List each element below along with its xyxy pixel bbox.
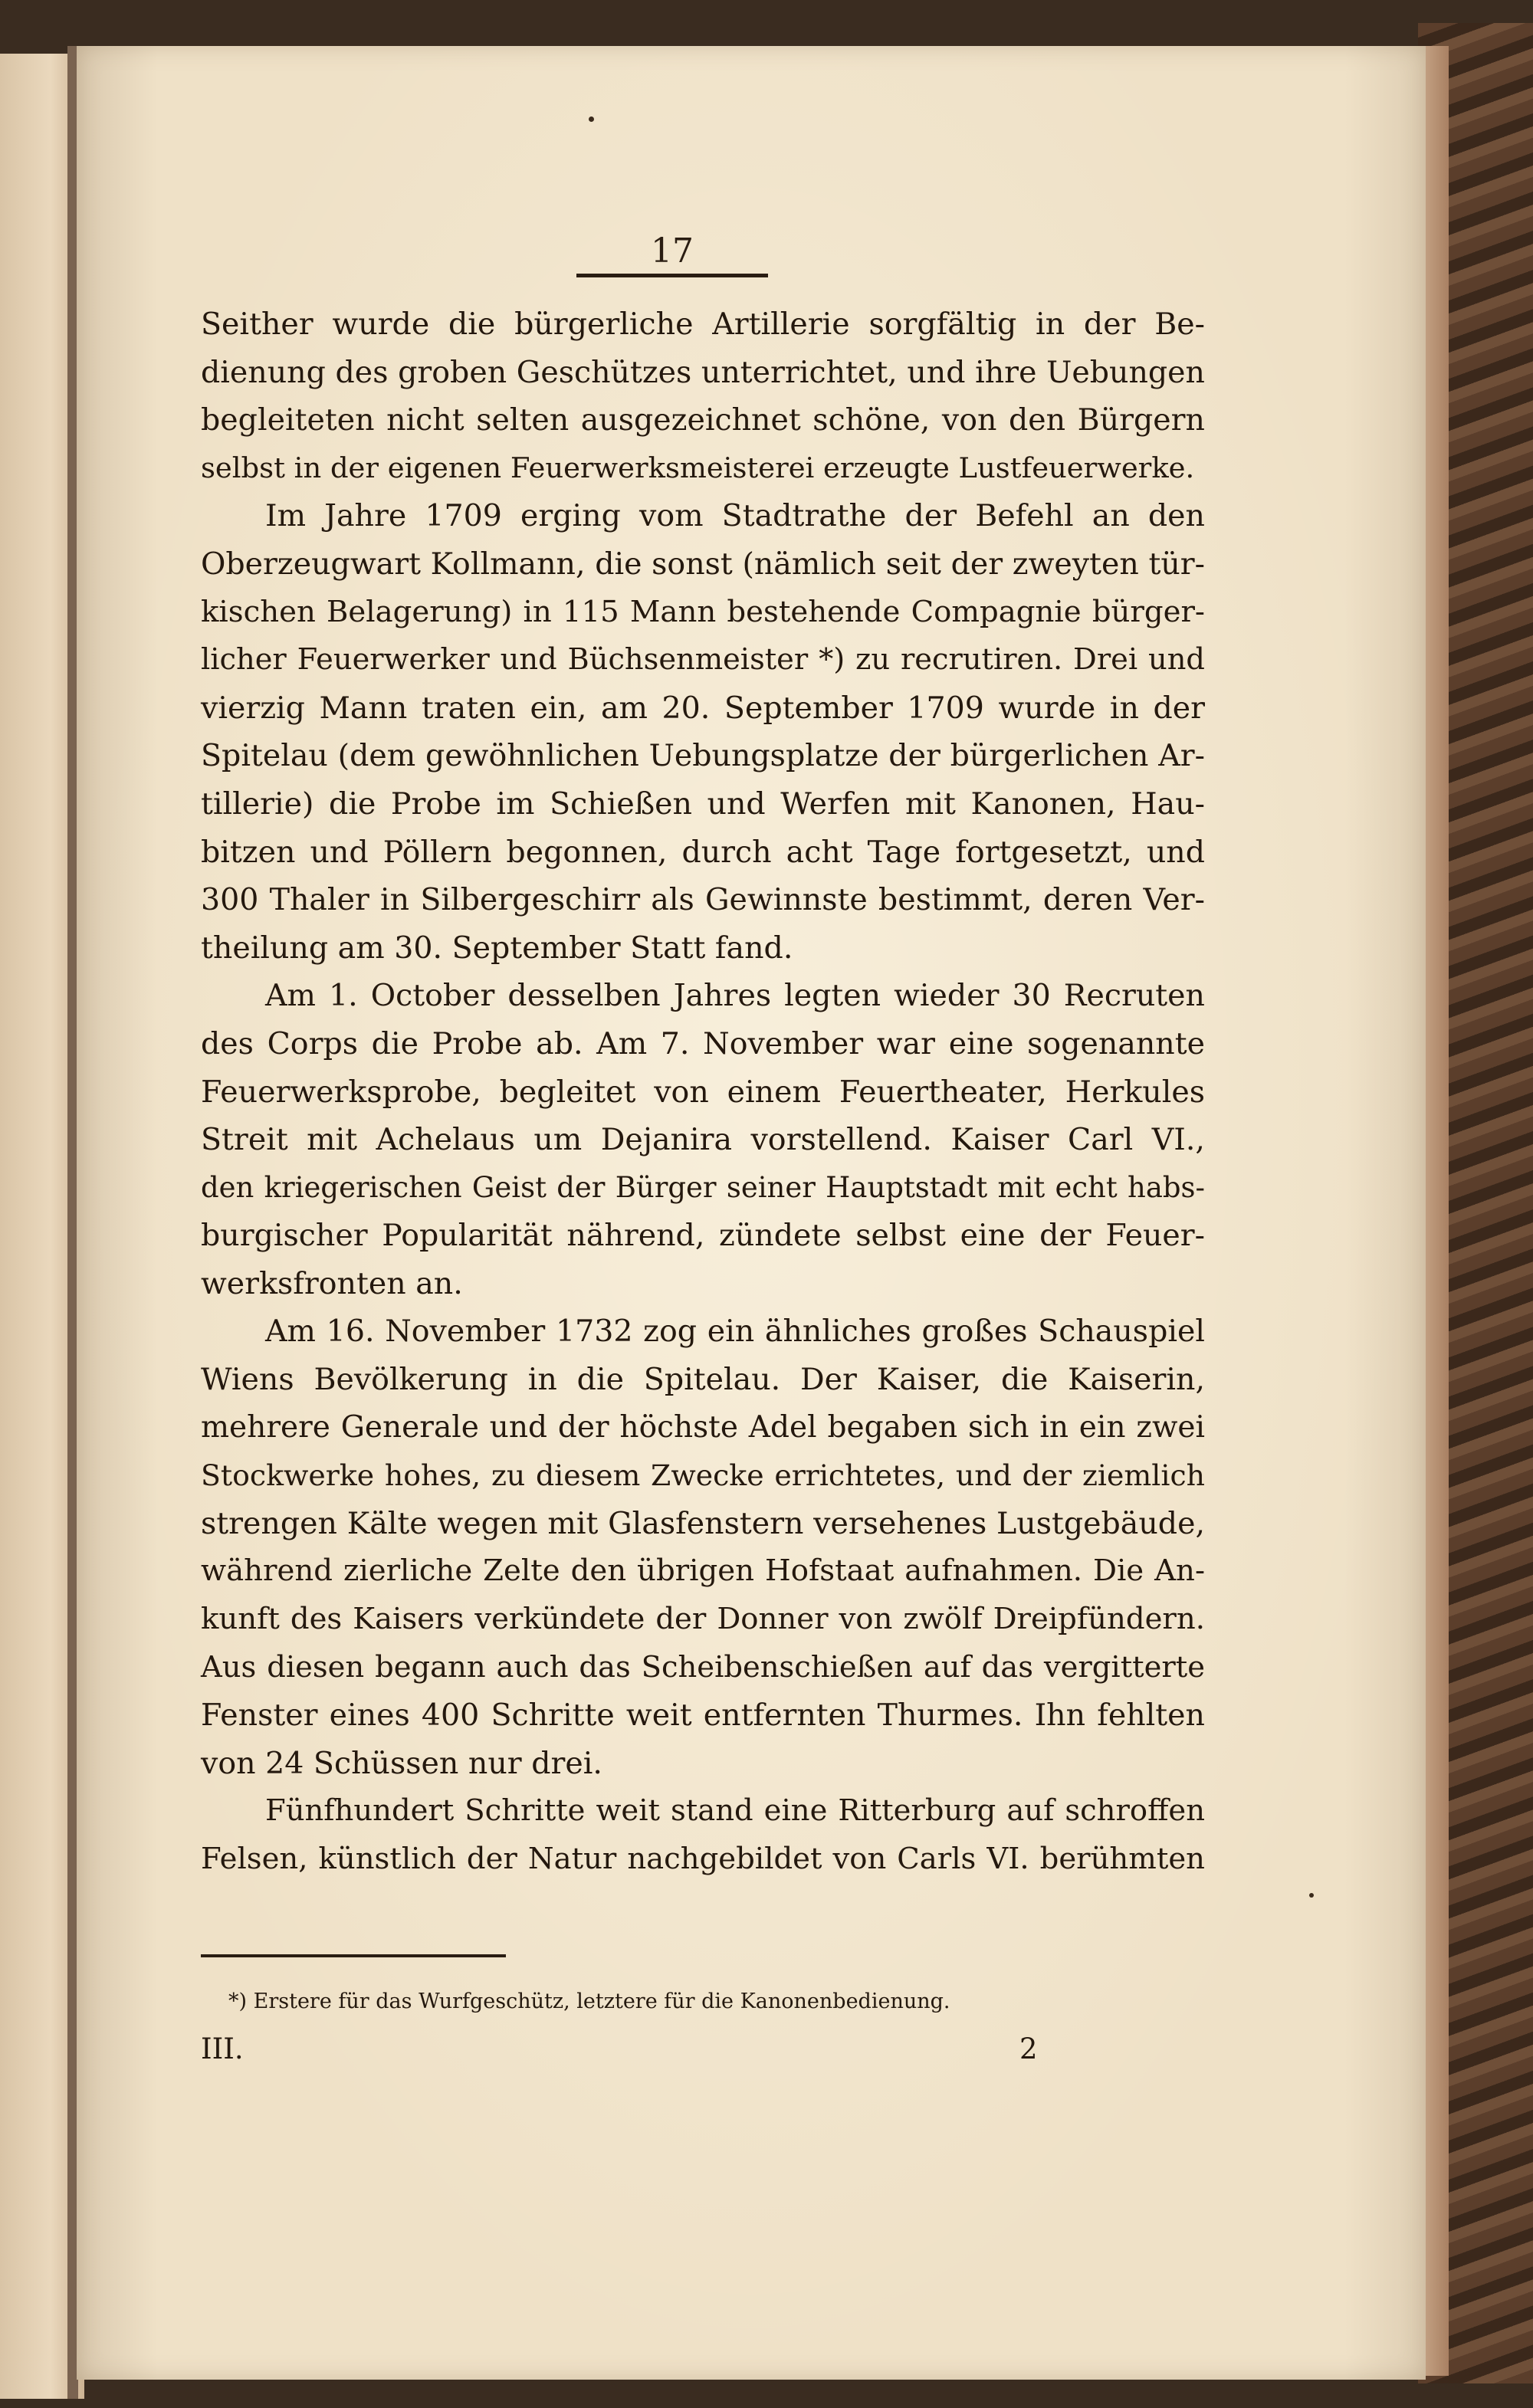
text-line: begleiteten nicht selten ausgezeichnet schöne, von den Bürgern bbox=[201, 402, 1205, 438]
text-line: kischen Belagerung) in 115 Mann bestehende Compagnie bürger- bbox=[201, 594, 1205, 629]
text-line: Stockwerke hohes, zu diesem Zwecke errichtetes, und der ziemlich bbox=[201, 1458, 1205, 1493]
text-line: während zierliche Zelte den übrigen Hofstaat aufnahmen. Die An- bbox=[201, 1553, 1205, 1589]
text-line: licher Feuerwerker und Büchsenmeister *) zu recrutiren. Drei und bbox=[201, 642, 1205, 677]
text-line: bitzen und Pöllern begonnen, durch acht Tage fortgesetzt, und bbox=[201, 834, 1205, 870]
text-line: werksfronten an. bbox=[201, 1265, 463, 1301]
text-line: kunft des Kaisers verkündete der Donner von zwölf Dreipfündern. bbox=[201, 1602, 1205, 1637]
text-line: Wiens Bevölkerung in die Spitelau. Der Kaiser, die Kaiserin, bbox=[201, 1362, 1205, 1398]
text-line: vierzig Mann traten ein, am 20. September 1709 wurde in der bbox=[201, 690, 1205, 726]
text-line: Aus diesen begann auch das Scheibenschießen auf das vergitterte bbox=[201, 1649, 1205, 1685]
text-line: Seither wurde die bürgerliche Artillerie sorgfältig in der Be- bbox=[201, 307, 1205, 342]
text-line: des Corps die Probe ab. Am 7. November war eine sogenannte bbox=[201, 1025, 1205, 1061]
text-line: Fenster eines 400 Schritte weit entfernten Thurmes. Ihn fehlten bbox=[201, 1698, 1205, 1734]
text-line: selbst in der eigenen Feuerwerksmeisterei erzeugte Lustfeuerwerke. bbox=[201, 451, 1195, 484]
text-line: Im Jahre 1709 erging vom Stadtrathe der Befehl an den bbox=[265, 498, 1205, 534]
footnote-rule bbox=[201, 1954, 506, 1957]
text-line: Fünfhundert Schritte weit stand eine Ritterburg auf schroffen bbox=[265, 1793, 1205, 1829]
text-line: Streit mit Achelaus um Dejanira vorstellend. Kaiser Carl VI., bbox=[201, 1122, 1205, 1158]
text-line: burgischer Popularität nährend, zündete selbst eine der Feuer- bbox=[201, 1218, 1205, 1254]
text-line: von 24 Schüssen nur drei. bbox=[201, 1745, 602, 1781]
text-line: theilung am 30. September Statt fand. bbox=[201, 930, 793, 966]
text-line: strengen Kälte wegen mit Glasfenstern versehenes Lustgebäude, bbox=[201, 1505, 1205, 1541]
text-line: dienung des groben Geschützes unterrichtet, und ihre Uebungen bbox=[201, 354, 1205, 390]
volume-signature: III. bbox=[201, 2032, 244, 2065]
ink-speck bbox=[1309, 1893, 1314, 1898]
text-line: 300 Thaler in Silbergeschirr als Gewinnste bestimmt, deren Ver- bbox=[201, 882, 1205, 918]
text-line: tillerie) die Probe im Schießen und Werfen mit Kanonen, Hau- bbox=[201, 786, 1205, 822]
footnote: *) Erstere für das Wurfgeschütz, letztere für die Kanonenbedienung. bbox=[228, 1990, 950, 2013]
text-line: Felsen, künstlich der Natur nachgebildet von Carls VI. berühmten bbox=[201, 1842, 1205, 1876]
text-line: Spitelau (dem gewöhnlichen Uebungsplatze der bürgerlichen Ar- bbox=[201, 738, 1205, 774]
sheet-signature: 2 bbox=[1019, 2032, 1038, 2065]
main-text bbox=[201, 300, 1205, 1884]
text-line: den kriegerischen Geist der Bürger seiner Hauptstadt mit echt habs- bbox=[201, 1170, 1205, 1204]
ink-speck bbox=[589, 116, 594, 122]
header-rule bbox=[576, 274, 768, 277]
text-line: Am 16. November 1732 zog ein ähnliches großes Schauspiel bbox=[265, 1314, 1205, 1350]
text-line: Oberzeugwart Kollmann, die sonst (nämlich seit der zweyten tür- bbox=[201, 546, 1205, 582]
page-number: 17 bbox=[651, 231, 694, 271]
text-line: mehrere Generale und der höchste Adel begaben sich in ein zwei bbox=[201, 1409, 1205, 1445]
text-line: Feuerwerksprobe, begleitet von einem Feuertheater, Herkules bbox=[201, 1074, 1205, 1110]
text-line: Am 1. October desselben Jahres legten wieder 30 Recruten bbox=[265, 978, 1205, 1014]
